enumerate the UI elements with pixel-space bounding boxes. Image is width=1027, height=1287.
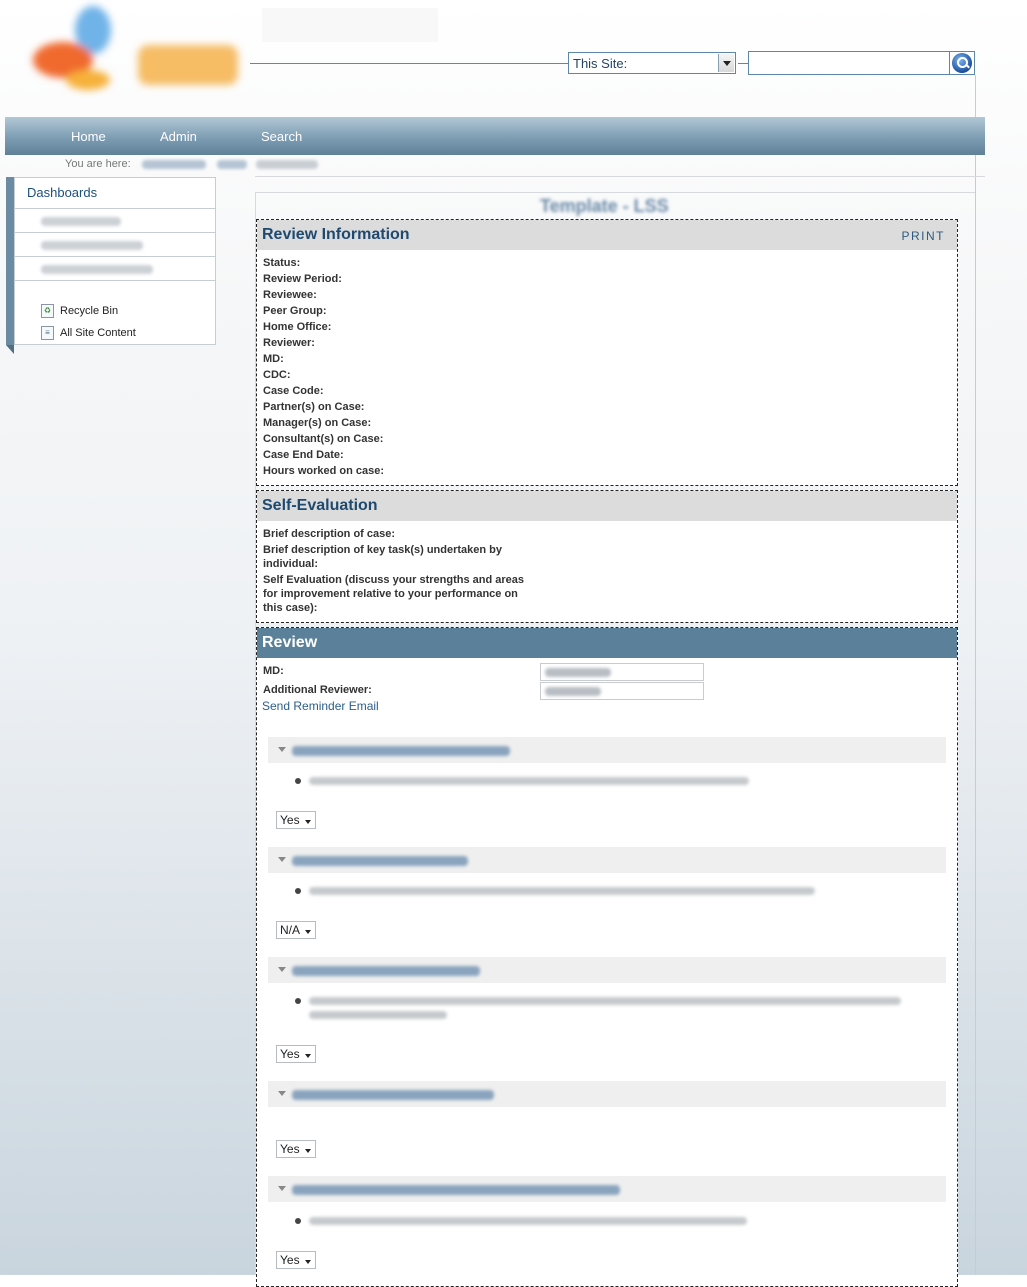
search-button[interactable] [949,51,975,75]
all-site-content-icon: ≡ [41,326,54,340]
tab-admin[interactable]: Admin [160,129,197,144]
site-title-area [262,8,438,42]
chevron-down-icon [305,1149,311,1153]
criteria-description [309,887,815,901]
collapse-triangle-icon[interactable] [278,1091,286,1096]
section-title: Review [262,634,318,651]
criteria-description [309,777,749,791]
additional-reviewer-label: Additional Reviewer: [263,684,372,696]
header-divider [250,63,568,64]
criteria-group-header[interactable] [268,1081,946,1107]
bullet [295,1218,301,1224]
field-label: Brief description of key task(s) undertaken by [263,544,503,556]
tab-search[interactable]: Search [261,129,303,144]
rating-value: Yes [280,1253,300,1267]
criteria-description [309,1217,747,1231]
chevron-down-icon [305,1260,311,1264]
section-title: Self-Evaluation [262,497,378,514]
sidebar-item[interactable] [15,208,215,233]
breadcrumb [65,158,318,170]
section-header [257,220,957,250]
send-reminder-link[interactable]: Send Reminder Email [262,699,379,713]
criteria-group-header[interactable] [268,847,946,873]
search-scope-dropdown[interactable] [568,52,736,74]
sidebar-item-recycle-bin[interactable]: Recycle Bin [60,305,119,317]
bullet [295,888,301,894]
field-label: Peer Group: [263,305,327,317]
field-label: Reviewer: [263,337,315,349]
field-label: Status: [263,257,301,269]
field-label: individual: [263,558,318,570]
sidebar-heading-dashboards[interactable]: Dashboards [27,185,98,200]
field-label: Reviewee: [263,289,317,301]
bullet [295,778,301,784]
sidebar-item[interactable] [15,232,215,257]
field-label: Self Evaluation (discuss your strengths and areas [263,574,525,586]
print-link[interactable]: PRINT [901,229,945,243]
section-header [257,628,957,658]
tab-home[interactable]: Home [71,129,106,144]
rating-select[interactable] [276,811,316,829]
search-input[interactable] [748,51,950,75]
site-logo[interactable] [18,0,248,110]
chevron-down-icon[interactable] [718,54,734,72]
search-scope-label: This Site: [573,56,628,71]
breadcrumb-current [256,160,318,169]
rating-select[interactable] [276,1045,316,1063]
sidebar-item[interactable] [15,256,215,281]
field-label: Case Code: [263,385,324,397]
recycle-bin-icon: ♻ [41,304,54,318]
criteria-description [309,997,901,1025]
collapse-triangle-icon[interactable] [278,857,286,862]
md-label: MD: [263,665,284,677]
field-label: Manager(s) on Case: [263,417,372,429]
quick-launch [14,177,216,345]
divider [255,176,985,177]
bullet [295,998,301,1004]
criteria-group-header[interactable] [268,737,946,763]
page-right-border [975,75,976,1275]
field-label: this case): [263,602,318,614]
page-title: Template - LSS [540,196,669,216]
breadcrumb-link[interactable] [217,160,247,169]
rating-select[interactable] [276,1251,316,1269]
md-field[interactable] [540,663,704,681]
field-label: Home Office: [263,321,332,333]
field-label: Case End Date: [263,449,344,461]
field-label: Review Period: [263,273,342,285]
section-title: Review Information [262,226,410,243]
breadcrumb-prefix: You are here: [65,158,131,170]
chevron-down-icon [305,930,311,934]
field-label: Brief description of case: [263,528,396,540]
left-nav-accent [6,177,14,345]
collapse-triangle-icon[interactable] [278,967,286,972]
additional-reviewer-field[interactable] [540,682,704,700]
review-information-section [256,219,958,486]
field-label: MD: [263,353,284,365]
sidebar-item-all-site-content[interactable]: All Site Content [60,327,136,339]
rating-select[interactable] [276,1140,316,1158]
field-label: Consultant(s) on Case: [263,433,384,445]
top-nav-bar [5,117,985,155]
self-evaluation-section [256,490,958,623]
collapse-triangle-icon[interactable] [278,1186,286,1191]
sidebar-separator [15,280,215,281]
review-section [256,627,958,1287]
rating-select[interactable] [276,921,316,939]
field-label: Hours worked on case: [263,465,385,477]
main-border [255,192,975,193]
header-divider [738,63,748,64]
section-header [257,491,957,521]
collapse-triangle-icon[interactable] [278,747,286,752]
rating-value: Yes [280,1142,300,1156]
field-label: Partner(s) on Case: [263,401,365,413]
field-label: for improvement relative to your performance on [263,588,518,600]
field-label: CDC: [263,369,291,381]
chevron-down-icon [305,1054,311,1058]
rating-value: Yes [280,813,300,827]
breadcrumb-link[interactable] [142,160,206,169]
criteria-group-header[interactable] [268,1176,946,1202]
rating-value: N/A [280,923,301,937]
search-globe-icon [952,53,972,73]
rating-value: Yes [280,1047,300,1061]
left-nav-fold [6,345,14,354]
chevron-down-icon [305,820,311,824]
criteria-group-header[interactable] [268,957,946,983]
